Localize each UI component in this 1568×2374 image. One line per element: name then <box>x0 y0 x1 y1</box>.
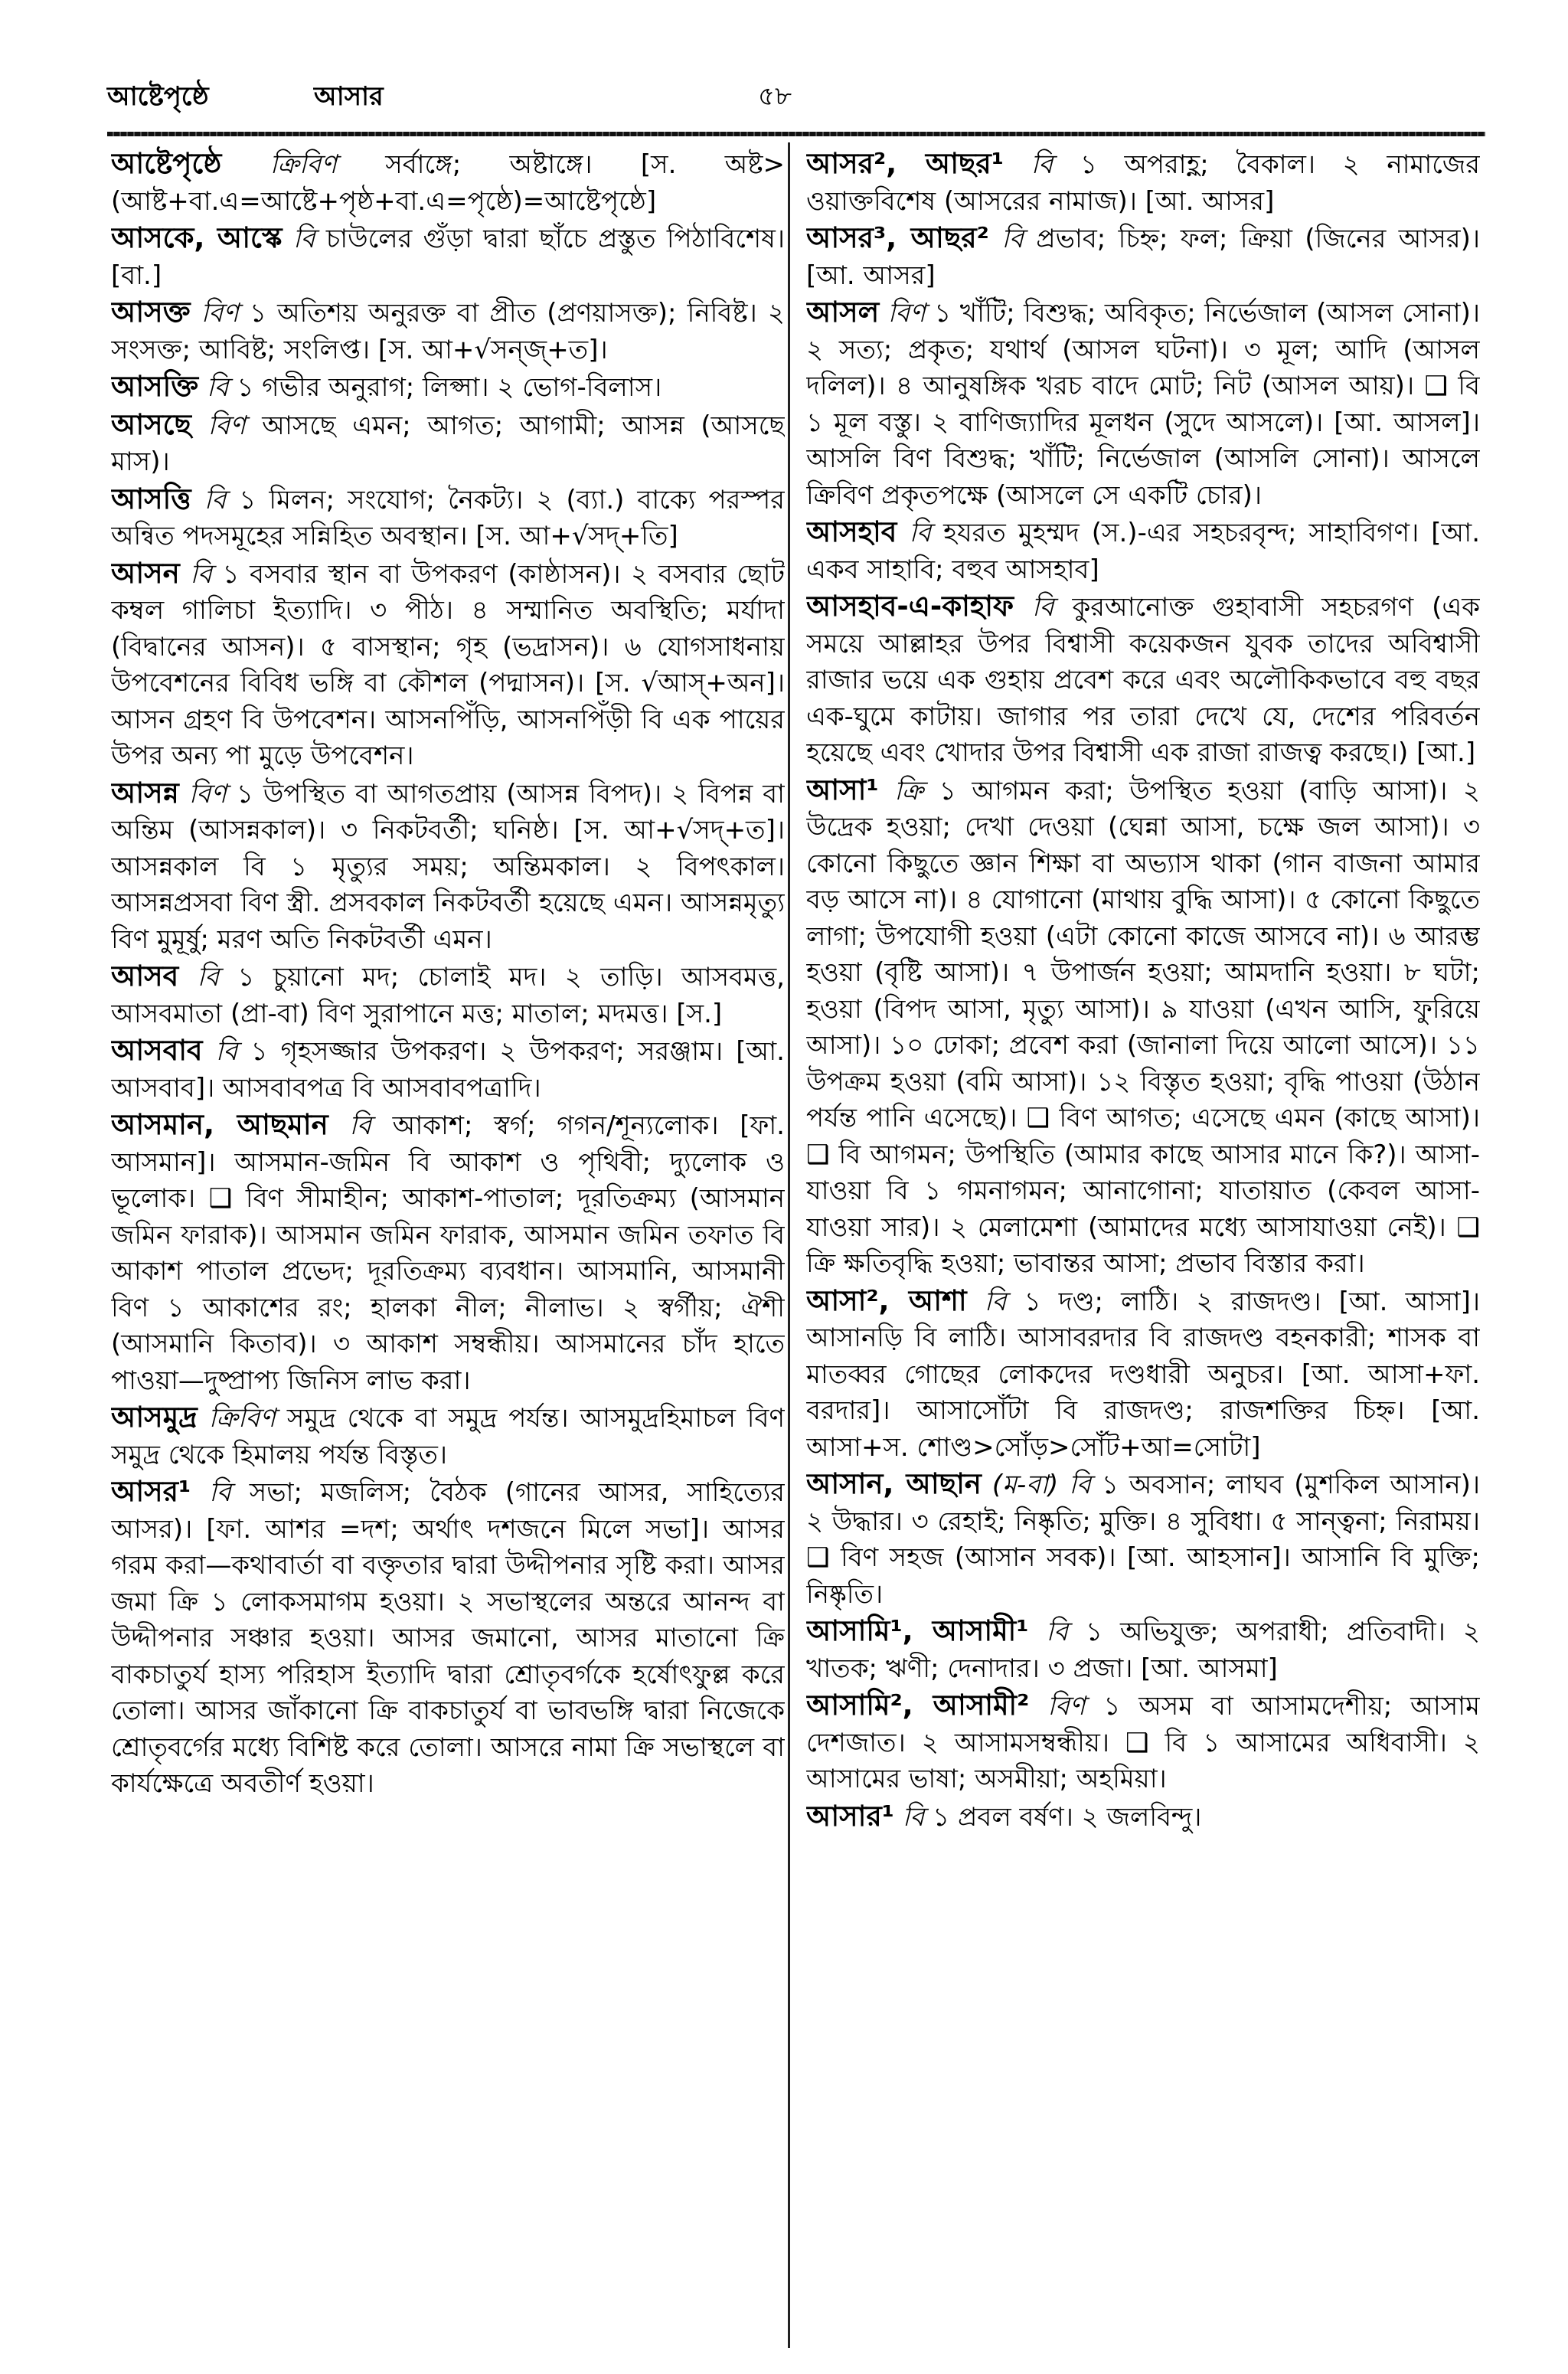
entry-definition: ১ চুয়ানো মদ; চোলাই মদ। ২ তাড়ি। আসবমত্ত, আসবমাতা (প্রা-বা) বিণ সুরাপানে মত্ত; মাতাল; মদমত্ত। [স.] <box>111 962 785 1029</box>
entry-definition: কুরআনোক্ত গুহাবাসী সহচরগণ (এক সময়ে আল্লাহর উপর বিশ্বাসী কয়েকজন যুবক তাদের অবিশ্বাসী রাজার ভয়ে এক গুহায় প্রবেশ করে এবং অলৌকিকভাবে বহু বছর এক-ঘুমে কাটায়। জাগার পর তারা দেখে যে, দেশের পরিবর্তন হয়েছে এবং খোদার উপর বিশ্বাসী এক রাজা রাজত্ব করছে।) [আ.] <box>806 592 1480 768</box>
entry-definition: ১ অপরাহ্ণ; বৈকাল। ২ নামাজের ওয়াক্তবিশেষ (আসরের নামাজ)। [আ. আসর] <box>806 149 1480 217</box>
dictionary-entry <box>806 1283 1480 1467</box>
entry-definition: ১ দণ্ড; লাঠি। ২ রাজদণ্ড। [আ. আসা]। আসানড়ি বি লাঠি। আসাবরদার বি রাজদণ্ড বহনকারী; শাসক বা মাতব্বর গোছের লোকদের দণ্ডধারী অনুচর। [আ. আসা+ফা. বরদার]। আসাসোঁটা বি রাজদণ্ড; রাজশক্তির চিহ্ন। [আ. আসা+স. শোণ্ড>সোঁড়>সোঁট+আ=সোটা] <box>806 1286 1480 1463</box>
entry-definition: ১ গৃহসজ্জার উপকরণ। ২ উপকরণ; সরঞ্জাম। [আ. আসবাব]। আসবাবপত্র বি আসবাবপত্রাদি। <box>111 1036 785 1104</box>
entry-headword: আসর¹ <box>111 1475 191 1508</box>
left-column <box>111 146 785 2343</box>
entry-headword: আসর³, আছর² <box>806 221 989 254</box>
dictionary-entry <box>111 294 785 368</box>
dictionary-entry <box>111 407 785 481</box>
entry-part-of-speech: বিণ <box>887 298 926 329</box>
dictionary-entry <box>806 220 1480 294</box>
entry-part-of-speech: (ম-বা) বি <box>991 1470 1091 1500</box>
entry-part-of-speech: বি <box>215 1036 238 1067</box>
entry-definition: হযরত মুহম্মদ (স.)-এর সহচরবৃন্দ; সাহাবিগণ। [আ. একব সাহাবি; বহুব আসহাব] <box>806 518 1480 585</box>
dictionary-entry <box>111 368 785 407</box>
entry-headword: আসবাব <box>111 1034 203 1067</box>
entry-part-of-speech: ক্রিবিণ <box>208 1403 276 1434</box>
entry-headword: আসান, আছান <box>806 1467 982 1500</box>
entry-part-of-speech: বি <box>206 372 229 403</box>
dictionary-entry <box>806 146 1480 220</box>
entry-headword: আসন্ন <box>111 776 179 809</box>
dictionary-entry <box>111 958 785 1032</box>
entry-headword: আসার¹ <box>806 1799 894 1833</box>
dictionary-entry <box>806 1613 1480 1687</box>
entry-definition: ১ অবসান; লাঘব (মুশকিল আসান)। ২ উদ্ধার। ৩ রেহাই; নিষ্কৃতি; মুক্তি। ৪ সুবিধা। ৫ সান্ত্বনা; নিরাময়। ❑ বিণ সহজ (আসান সবক)। [আ. আহসান]। আসানি বি মুক্তি; নিষ্কৃতি। <box>806 1470 1480 1610</box>
header-rule <box>107 132 1485 136</box>
dictionary-entry <box>806 588 1480 772</box>
entry-part-of-speech: ক্রিবিণ <box>270 149 337 180</box>
entry-part-of-speech: বি <box>292 224 315 254</box>
dictionary-entry <box>111 146 785 220</box>
dictionary-entry <box>806 1687 1480 1798</box>
entry-definition: ১ প্রবল বর্ষণ। ২ জলবিন্দু। <box>933 1801 1202 1833</box>
dictionary-entry <box>111 1032 785 1107</box>
entry-headword: আসকে, আস্কে <box>111 221 283 254</box>
dictionary-entry <box>111 555 785 775</box>
entry-part-of-speech: বি <box>984 1286 1007 1317</box>
entry-headword: আসমুদ্র <box>111 1401 198 1434</box>
right-guide-word: আসার <box>314 81 384 112</box>
entry-part-of-speech: বি <box>1031 149 1054 180</box>
entry-part-of-speech: বি <box>197 962 220 992</box>
entry-definition: ১ অসম বা আসামদেশীয়; আসাম দেশজাত। ২ আসামসম্বন্ধীয়। ❑ বি ১ আসামের অধিবাসী। ২ আসামের ভাষা; অসমীয়া; অহমিয়া। <box>806 1691 1480 1794</box>
entry-headword: আসামি¹, আসামী¹ <box>806 1614 1029 1647</box>
entry-definition: প্রভাব; চিহ্ন; ফল; ক্রিয়া (জিনের আসর)। [আ. আসর] <box>806 224 1480 291</box>
entry-definition: ১ অতিশয় অনুরক্ত বা প্রীত (প্রণয়াসক্ত); নিবিষ্ট। ২ সংসক্ত; আবিষ্ট; সংলিপ্ত। [স. আ+√সন্‌জ্‌+ত]। <box>111 298 785 365</box>
dictionary-entry <box>806 1798 1480 1836</box>
entry-headword: আসামি², আসামী² <box>806 1689 1030 1722</box>
entry-part-of-speech: বিণ <box>1047 1691 1086 1722</box>
entry-headword: আসছে <box>111 407 191 441</box>
entry-definition: ১ উপস্থিত বা আগতপ্রায় (আসন্ন বিপদ)। ২ বিপন্ন বা অন্তিম (আসন্নকাল)। ৩ নিকটবর্তী; ঘনিষ্ঠ। [স. আ+√সদ্‌+ত]। আসন্নকাল বি ১ মৃত্যুর সময়; অন্তিমকাল। ২ বিপৎকাল। আসন্নপ্রসবা বিণ স্ত্রী. প্রসবকাল নিকটবর্তী হয়েছে এমন। আসন্নমৃত্যু বিণ মুমূর্ষু; মরণ অতি নিকটবর্তী এমন। <box>111 778 785 955</box>
entry-headword: আসল <box>806 296 880 329</box>
dictionary-entry <box>806 772 1480 1283</box>
entry-part-of-speech: বি <box>909 518 932 548</box>
entry-definition: ১ অভিযুক্ত; অপরাধী; প্রতিবাদী। ২ খাতক; ঋণী; দেনাদার। ৩ প্রজা। [আ. আসমা] <box>806 1617 1480 1684</box>
entry-headword: আসা¹ <box>806 773 879 806</box>
entry-definition: সমুদ্র থেকে বা সমুদ্র পর্যন্ত। আসমুদ্রহিমাচল বিণ সমুদ্র থেকে হিমালয় পর্যন্ত বিস্তৃত। <box>111 1403 785 1470</box>
page-header <box>107 77 1485 123</box>
entry-headword: আসর², আছর¹ <box>806 147 1004 180</box>
entry-part-of-speech: বিণ <box>207 410 246 441</box>
entry-definition: ১ খাঁটি; বিশুদ্ধ; অবিকৃত; নির্ভেজাল (আসল সোনা)। ২ সত্য; প্রকৃত; যথার্থ (আসল ঘটনা)। ৩ মূল; আদি (আসল দলিল)। ৪ আনুষঙ্গিক খরচ বাদে মোট; নিট (আসল আয়)। ❑ বি ১ মূল বস্তু। ২ বাণিজ্যাদির মূলধন (সুদে আসলে)। [আ. আসল]। আসলি বিণ বিশুদ্ধ; খাঁটি; নির্ভেজাল (আসলি সোনা)। আসলে ক্রিবিণ প্রকৃতপক্ষে (আসলে সে একটি চোর)। <box>806 298 1480 511</box>
entry-part-of-speech: বি <box>204 484 227 515</box>
entry-definition: ১ আগমন করা; উপস্থিত হওয়া (বাড়ি আসা)। ২ উদ্রেক হওয়া; দেখা দেওয়া (ঘেন্না আসা, চক্ষে জল আসা)। ৩ কোনো কিছুতে জ্ঞান শিক্ষা বা অভ্যাস থাকা (গান বাজনা আমার বড় আসে না)। ৪ যোগানো (মাথায় বুদ্ধি আসা)। ৫ কোনো কিছুতে লাগা; উপযোগী হওয়া (এটা কোনো কাজে আসবে না)। ৬ আরম্ভ হওয়া (বৃষ্টি আসা)। ৭ উপার্জন হওয়া; আমদানি হওয়া। ৮ ঘটা; হওয়া (বিপদ আসা, মৃত্যু আসা)। ৯ যাওয়া (এখন আসি, ফুরিয়ে আসা)। ১০ ঢোকা; প্রবেশ করা (জানালা দিয়ে আলো আসে)। ১১ উপক্রম হওয়া (বমি আসা)। ১২ বিস্তৃত হওয়া; বৃদ্ধি পাওয়া (উঠান পর্যন্ত পানি এসেছে)। ❑ বিণ আগত; এসেছে এমন (কাছে আসা)। ❑ বি আগমন; উপস্থিতি (আমার কাছে আসার মানে কি?)। আসা-যাওয়া বি ১ গমনাগমন; আনাগোনা; যাতায়াত (কেবল আসা-যাওয়া সার)। ২ মেলামেশা (আমাদের মধ্যে আসাযাওয়া নেই)। ❑ ক্রি ক্ষতিবৃদ্ধি হওয়া; ভাবান্তর আসা; প্রভাব বিস্তার করা। <box>806 775 1480 1279</box>
entry-definition: ১ গভীর অনুরাগ; লিপ্সা। ২ ভোগ-বিলাস। <box>237 372 662 403</box>
entry-definition: ১ মিলন; সংযোগ; নৈকট্য। ২ (ব্যা.) বাক্যে পরস্পর অন্বিত পদসমূহের সন্নিহিত অবস্থান। [স. আ+√সদ্‌+তি] <box>111 484 785 551</box>
entry-headword: আসমান, আছমান <box>111 1108 328 1141</box>
entry-definition: আকাশ; স্বর্গ; গগন/শূন্যলোক। [ফা. আসমান]। আসমান-জমিন বি আকাশ ও পৃথিবী; দ্যুলোক ও ভূলোক। ❑ বিণ সীমাহীন; আকাশ-পাতাল; দূরতিক্রম্য (আসমান জমিন ফারাক)। আসমান জমিন ফারাক, আসমান জমিন তফাত বি আকাশ পাতাল প্রভেদ; দূরতিক্রম্য ব্যবধান। আসমানি, আসমানী বিণ ১ আকাশের রং; হালকা নীল; নীলাভ। ২ স্বর্গীয়; ঐশী (আসমানি কিতাব)। ৩ আকাশ সম্বন্ধীয়। আসমানের চাঁদ হাতে পাওয়া—দুষ্প্রাপ্য জিনিস লাভ করা। <box>111 1110 785 1396</box>
entry-headword: আসন <box>111 556 180 590</box>
entry-part-of-speech: বি <box>1001 224 1024 254</box>
entry-definition: সভা; মজলিস; বৈঠক (গানের আসর, সাহিত্যের আসর)। [ফা. আশর =দশ; অর্থাৎ দশজনে মিলে সভা]। আসর গরম করা—কথাবার্তা বা বক্তৃতার দ্বারা উদ্দীপনার সৃষ্টি করা। আসর জমা ক্রি ১ লোকসমাগম হওয়া। ২ সভাস্থলের অন্তরে আনন্দ বা উদ্দীপনার সঞ্চার হওয়া। আসর জমানো, আসর মাতানো ক্রি বাকচাতুর্য হাস্য পরিহাস ইত্যাদি দ্বারা শ্রোতৃবর্গকে হর্ষোৎফুল্ল করে তোলা। আসর জাঁকানো ক্রি বাকচাতুর্য বা ভাবভঙ্গি দ্বারা নিজেকে শ্রোতৃবর্গের মধ্যে বিশিষ্ট করে তোলা। আসরে নামা ক্রি সভাস্থলে বা কার্যক্ষেত্রে অবতীর্ণ হওয়া। <box>111 1477 785 1799</box>
entry-part-of-speech: ক্রি <box>894 775 924 806</box>
entry-part-of-speech: বিণ <box>188 778 227 809</box>
entry-headword: আসহাব <box>806 515 897 548</box>
entry-headword: আসা², আশা <box>806 1283 967 1317</box>
entry-definition: সর্বাঙ্গে; অষ্টাঙ্গে। [স. অষ্ট>(আষ্ট+বা.এ=আষ্টে+পৃষ্ঠ+বা.এ=পৃষ্ঠে)=আষ্টেপৃষ্ঠে] <box>111 149 785 217</box>
dictionary-entry <box>111 1399 785 1473</box>
dictionary-entry <box>806 514 1480 588</box>
entry-part-of-speech: বি <box>1046 1617 1069 1647</box>
entry-headword: আসব <box>111 960 179 992</box>
entry-headword: আসহাব-এ-কাহাফ <box>806 590 1014 623</box>
entry-part-of-speech: বি <box>902 1801 925 1833</box>
dictionary-entry <box>111 1473 785 1803</box>
dictionary-entry <box>806 1466 1480 1613</box>
entry-headword: আসক্তি <box>111 370 199 403</box>
entry-part-of-speech: বি <box>349 1110 371 1141</box>
entry-definition: আসছে এমন; আগত; আগামী; আসন্ন (আসছে মাস)। <box>111 410 785 477</box>
dictionary-entry <box>806 294 1480 514</box>
entry-headword: আষ্টেপৃষ্ঠে <box>111 147 222 180</box>
entry-part-of-speech: বি <box>1031 592 1054 623</box>
dictionary-entry <box>111 481 785 555</box>
left-guide-word: আষ্টেপৃষ্ঠে <box>107 81 209 112</box>
entry-definition: ১ বসবার স্থান বা উপকরণ (কাষ্ঠাসন)। ২ বসবার ছোট কম্বল গালিচা ইত্যাদি। ৩ পীঠ। ৪ সম্মানিত অবস্থিতি; মর্যাদা (বিদ্বানের আসন)। ৫ বাসস্থান; গৃহ (ভদ্রাসন)। ৬ যোগসাধনায় উপবেশনের বিবিধ ভঙ্গি বা কৌশল (পদ্মাসন)। [স. √আস্‌+অন]। আসন গ্রহণ বি উপবেশন। আসনপিঁড়ি, আসনপিঁড়ী বি এক পায়ের উপর অন্য পা মুড়ে উপবেশন। <box>111 558 785 771</box>
dictionary-entry <box>111 775 785 959</box>
dictionary-entry <box>111 1107 785 1399</box>
page-number: ৫৮ <box>758 81 792 112</box>
dictionary-entry <box>111 220 785 294</box>
entry-part-of-speech: বি <box>190 558 212 590</box>
right-column <box>806 146 1480 2343</box>
entry-headword: আসত্তি <box>111 482 191 515</box>
entry-part-of-speech: বি <box>209 1477 231 1508</box>
entry-part-of-speech: বিণ <box>201 298 239 329</box>
entry-headword: আসক্ত <box>111 296 191 329</box>
entry-definition: চাউলের গুঁড়া দ্বারা ছাঁচে প্রস্তুত পিঠাবিশেষ। [বা.] <box>111 224 785 291</box>
column-divider <box>788 142 790 2348</box>
